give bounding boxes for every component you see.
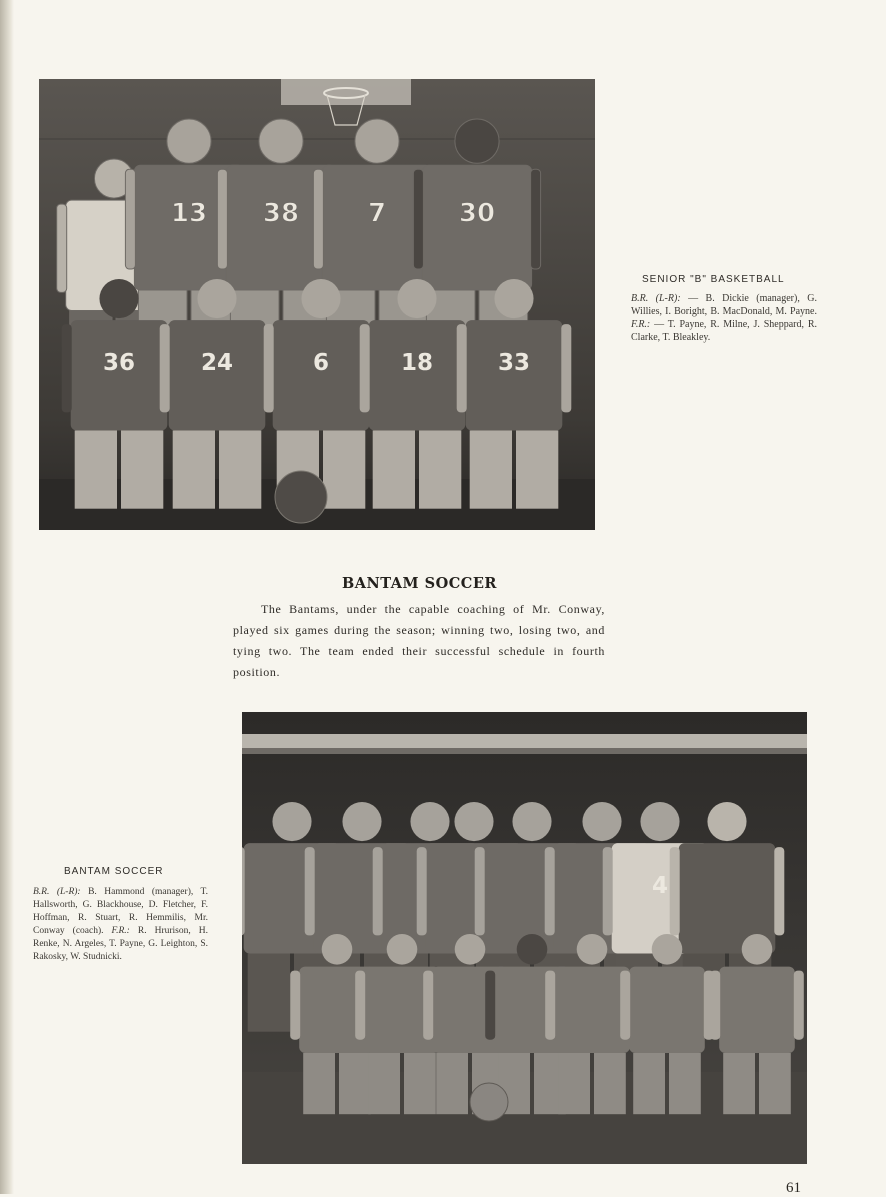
basketball-team-photo <box>39 79 595 530</box>
front-row-names: — T. Payne, R. Milne, J. Sheppard, R. Clarke, T. Bleakley. <box>631 319 817 343</box>
basketball-caption-title: SENIOR "B" BASKETBALL <box>642 274 785 285</box>
back-row-names: B. Hammond (manager), T. Hallsworth, G. Blackhouse, D. Fletcher, F. Hoffman, R. Stuart, R. Hemmilis, Mr. Conway (coach). <box>33 887 209 936</box>
book-spine-shadow <box>0 0 14 1194</box>
jersey-number: 33 <box>497 349 531 376</box>
page-number: 61 <box>786 1180 801 1196</box>
jersey-number: 6 <box>312 349 330 376</box>
basketball-ball <box>275 471 327 523</box>
jersey-number: 7 <box>367 198 387 229</box>
front-row-label: F.R.: <box>631 319 651 330</box>
jersey-number: 38 <box>262 198 300 229</box>
jersey-number: 36 <box>102 349 136 376</box>
article-body: The Bantams, under the capable coaching of Mr. Conway, played six games during the season; winning two, losing two, and tying two. The team ended their successful schedule in fourth position. <box>233 602 605 679</box>
jersey-number: 13 <box>170 198 208 229</box>
jersey-number: 30 <box>458 198 496 229</box>
soccer-caption-title: BANTAM SOCCER <box>64 866 164 877</box>
basketball-caption-body <box>631 292 817 344</box>
back-row-label: B.R. (L-R): <box>33 887 81 897</box>
front-row-label: F.R.: <box>111 926 130 936</box>
jersey-number: 24 <box>200 349 234 376</box>
soccer-caption-body <box>33 886 208 964</box>
article-title: BANTAM SOCCER <box>342 575 497 592</box>
soccer-team-photo <box>242 712 807 1164</box>
front-row-names: R. Hrurison, H. Renke, N. Argeles, T. Payne, G. Leighton, S. Rakosky, W. Studnicki. <box>33 926 208 962</box>
jersey-number: 18 <box>400 349 434 376</box>
back-row-names: — B. Dickie (manager), G. Willies, I. Boright, B. MacDonald, M. Payne. <box>631 293 818 317</box>
back-row-label: B.R. (L-R): <box>631 293 681 304</box>
jersey-number: 4 <box>651 872 669 899</box>
